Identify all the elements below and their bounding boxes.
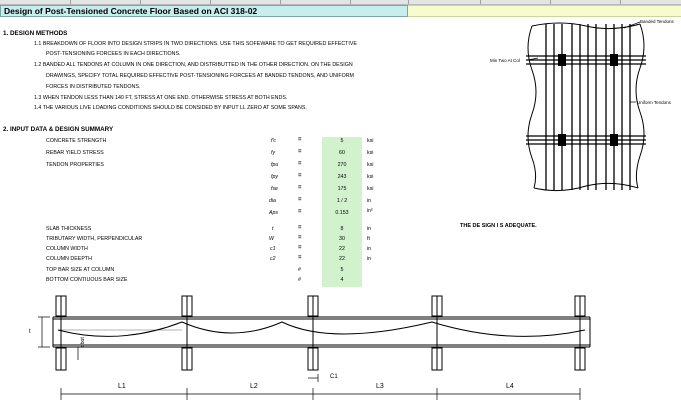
bar-size-hash: # xyxy=(298,267,301,273)
input-label: TOP BAR SIZE AT COLUMN xyxy=(46,267,115,273)
input-symbol: c1 xyxy=(270,246,276,252)
input-unit: ksi xyxy=(367,162,374,168)
column-depth-input[interactable]: 22 xyxy=(339,256,345,262)
input-symbol: t xyxy=(272,226,274,232)
method-line: 1.1 BREAKDOWN OF FLOOR INTO DESIGN STRIPS IN TWO DIRECTIONS. USE THIS SOFEWARE TO GET REQUIRED EFFECTIVE xyxy=(34,41,357,47)
uniform-tendons-label: Uniform Tendons xyxy=(637,100,671,105)
input-label: COLUMN DEEPTH xyxy=(46,256,92,262)
input-unit: in xyxy=(367,256,372,262)
input-symbol: fse xyxy=(271,186,278,192)
input-symbol: W xyxy=(269,236,274,242)
equals-sign: = xyxy=(298,149,302,155)
slab-thickness-input[interactable]: 8 xyxy=(340,226,344,232)
c1-dim-label: C1 xyxy=(330,374,338,380)
input-label: REBAR YIELD STRESS xyxy=(46,150,104,156)
input-label: TENDON PROPERTIES xyxy=(46,162,104,168)
input-unit: in xyxy=(367,198,372,204)
input-symbol: dia xyxy=(269,198,276,204)
input-label: BOTTOM CONTIUOUS BAR SIZE xyxy=(46,277,128,283)
input-unit: in xyxy=(367,226,372,232)
equals-sign: = xyxy=(298,197,302,203)
input-symbol: f'c xyxy=(271,138,277,144)
equals-sign: = xyxy=(298,209,302,215)
input-unit: ksi xyxy=(367,150,374,156)
dbot-dim-label: dbot xyxy=(80,337,86,347)
span-label-l1: L1 xyxy=(118,383,126,390)
design-methods-heading: 1. DESIGN METHODS xyxy=(3,30,68,37)
method-line: FORCES IN DISTRIBUTED TENDONS. xyxy=(46,84,141,90)
input-symbol: c2 xyxy=(270,256,276,262)
method-line: 1.3 WHEN TENDON LESS THAN 140 FT, STRESS AT ONE END. OTHERWISE STRESS AT BOTH ENDS. xyxy=(34,95,288,101)
input-label: TRIBUTARY WIDTH, PERPENDICULAR xyxy=(46,236,143,242)
input-symbol: fy xyxy=(271,150,276,156)
input-symbol: fpy xyxy=(271,174,278,180)
span-label-l4: L4 xyxy=(506,383,514,390)
method-line: DRAWINGS, SPECIFY TOTAL REQUIRED EFFECTIVE POST-TENSIONING FORCEES AT BANDED TENDONS, AND UNIFORM xyxy=(46,73,354,79)
equals-sign: = xyxy=(298,173,302,179)
fse-input[interactable]: 175 xyxy=(337,186,347,192)
method-line: 1.2 BANDED ALL TENDONS AT COLUMN IN ONE DIRECTION, AND DISTRIBUTTED IN THE OTHER DIRECTION. ON THE DESIGN xyxy=(34,62,353,68)
tributary-width-input[interactable]: 30 xyxy=(339,236,345,242)
fpu-input[interactable]: 270 xyxy=(337,162,347,168)
fpy-input[interactable]: 243 xyxy=(337,174,347,180)
method-line: 1.4 THE VARIOUS LIVE LOADING CONDITIONS SHOULD BE CONSIDED BY INPUT LL ZERO AT SOME SPANS. xyxy=(34,105,307,111)
column-width-input[interactable]: 22 xyxy=(339,246,345,252)
equals-sign: = xyxy=(298,161,302,167)
tendon-diameter-input[interactable]: 1 / 2 xyxy=(336,198,348,204)
bar-size-hash: # xyxy=(298,277,301,283)
equals-sign: = xyxy=(298,245,302,251)
banded-tendons-label: Banded Tendons xyxy=(640,19,674,24)
page-title[interactable]: Design of Post-Tensioned Concrete Floor Based on ACI 318-02 xyxy=(0,5,408,17)
method-line: POST-TENSIONING FORCEES IN EACH DIRECTIONS. xyxy=(46,51,181,57)
aps-input[interactable]: 0.153 xyxy=(335,210,349,216)
concrete-strength-input[interactable]: 5 xyxy=(340,138,344,144)
input-label: CONCRETE STRENGTH xyxy=(46,138,107,144)
min-two-at-col-label: Min Two At Col xyxy=(490,58,520,63)
input-symbol: fpu xyxy=(271,162,279,168)
design-result-message: THE DE SIGN I S ADEQUATE. xyxy=(460,223,537,229)
tendon-elevation-diagram xyxy=(0,290,681,408)
equals-sign: = xyxy=(298,185,302,191)
slab-thickness-dim-label: t xyxy=(29,329,31,335)
input-unit: in² xyxy=(367,208,373,214)
equals-sign: = xyxy=(298,255,302,261)
input-unit: ksi xyxy=(367,186,374,192)
input-unit: ksi xyxy=(367,174,374,180)
equals-sign: = xyxy=(298,235,302,241)
input-symbol: Aps xyxy=(269,210,278,216)
input-unit: in xyxy=(367,246,372,252)
rebar-yield-input[interactable]: 60 xyxy=(339,150,345,156)
input-unit: ft xyxy=(367,236,370,242)
input-unit: ksi xyxy=(367,138,374,144)
span-label-l2: L2 xyxy=(250,383,258,390)
bottom-bar-size-input[interactable]: 4 xyxy=(340,277,344,283)
input-label: COLUMN WIDTH xyxy=(46,246,88,252)
top-bar-size-input[interactable]: 5 xyxy=(340,267,344,273)
title-extension-cell[interactable] xyxy=(408,5,681,17)
input-label: SLAB THICKNESS xyxy=(46,226,92,232)
span-label-l3: L3 xyxy=(376,383,384,390)
equals-sign: = xyxy=(298,225,302,231)
input-summary-heading: 2. INPUT DATA & DESIGN SUMMARY xyxy=(3,126,114,133)
equals-sign: = xyxy=(298,137,302,143)
